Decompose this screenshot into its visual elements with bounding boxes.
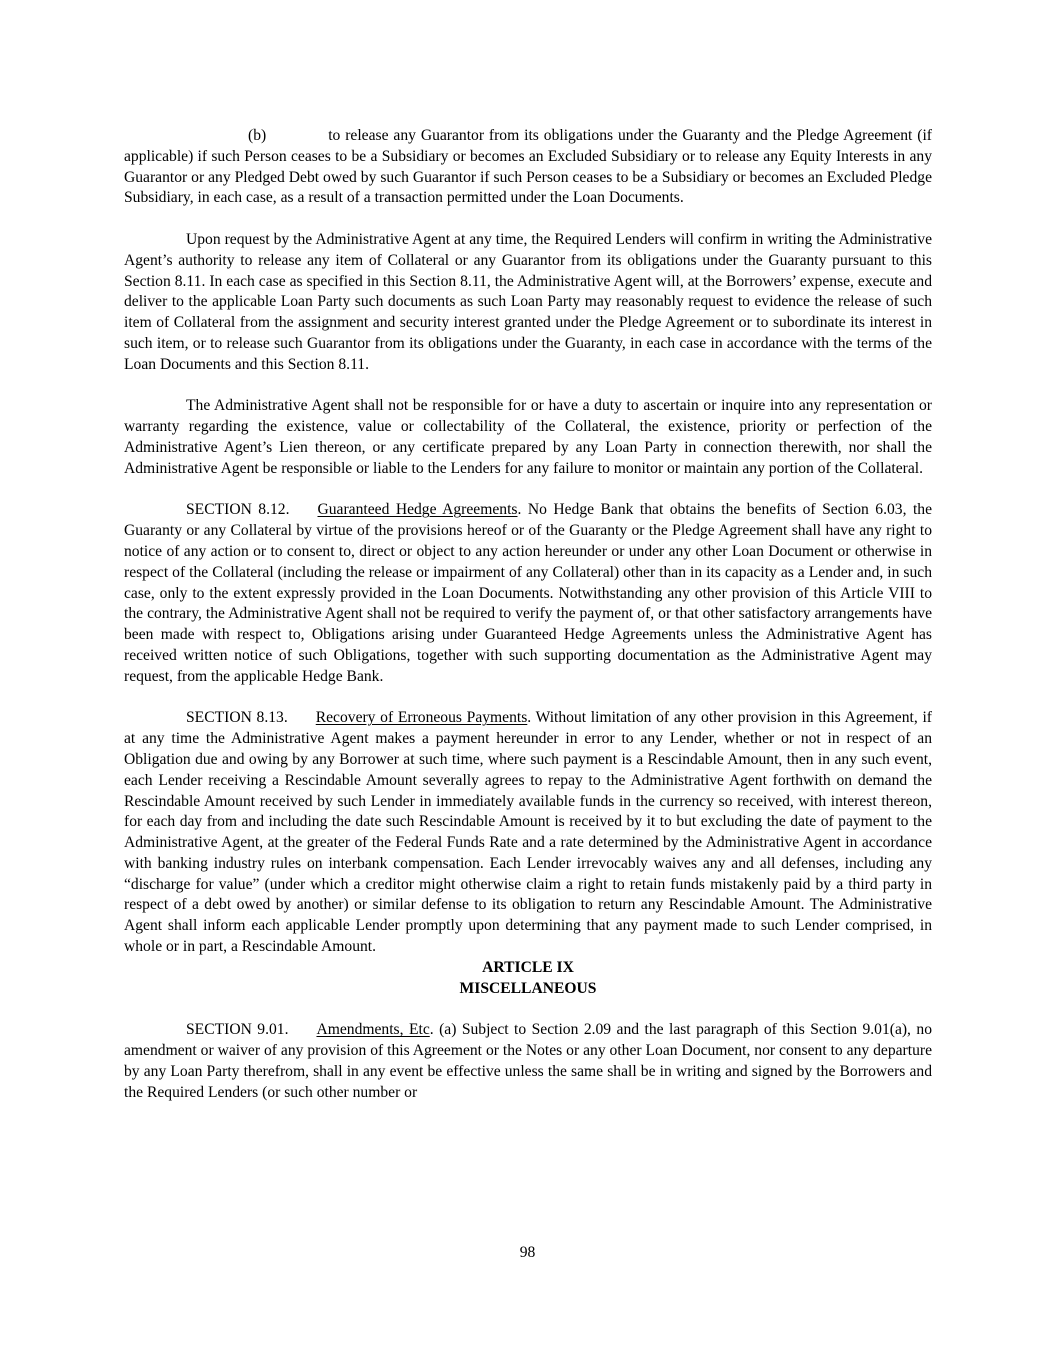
- paragraph-b-text: to release any Guarantor from its obligations under the Guaranty and the Pledge Agreement (if applicable) if such Person ceases to be a Subsidiary or becomes an Excluded Subsidiary or to release any Equity Interests in any Guarantor or any Pledged Debt owed by such Guarantor if such Person ceases to be a Subsidiary or becomes an Excluded Pledge Subsidiary, in each case, as a result of a transaction permitted under the Loan Documents.: [124, 127, 932, 207]
- paragraph-not-responsible: The Administrative Agent shall not be responsible for or have a duty to ascertain or inquire into any representation or warranty regarding the existence, value or collectability of the Collateral, the existence, priority or perfection of the Administrative Agent’s Lien thereon, or any certificate prepared by any Loan Party in connection therewith, nor shall the Administrative Agent be responsible or liable to the Lenders for any failure to monitor or maintain any portion of the Collateral.: [124, 397, 932, 477]
- paragraph-upon-request: Upon request by the Administrative Agent at any time, the Required Lenders will confirm in writing the Administrative Agent’s authority to release any item of Collateral or any Guarantor from its obligations under the Guaranty pursuant to this Section 8.11. In each case as specified in this Section 8.11, the Administrative Agent will, at the Borrowers’ expense, execute and deliver to the applicable Loan Party such documents as such Loan Party may reasonably request to evidence the release of such item of Collateral from the assignment and security interest granted under the Pledge Agreement or to subordinate its interest in such item, or to release such Guarantor from its obligations under the Guaranty, in each case in accordance with the terms of the Loan Documents and this Section 8.11.: [124, 230, 932, 373]
- section-8-12-number: SECTION 8.12.: [186, 501, 290, 519]
- page-number: 98: [519, 1244, 536, 1261]
- section-8-12-text: . No Hedge Bank that obtains the benefits of Section 6.03, the Guaranty or any Collateral by virtue of the provisions hereof or of the Guaranty or the Pledge Agreement shall have any right to notice of any action or to consent to, direct or object to any action hereunder or under any other Loan Document or otherwise in respect of the Collateral (including the release or impairment of any Collateral) other than in its capacity as a Lender and, in such case, only to the extent expressly provided in the Loan Documents. Notwithstanding any other provision of this Article VIII to the contrary, the Administrative Agent shall not be required to verify the payment of, or that other satisfactory arrangements have been made with respect to, Obligations arising under Guaranteed Hedge Agreements unless the Administrative Agent has received written notice of such Obligations, together with such supporting documentation as the Administrative Agent may request, from the applicable Hedge Bank.: [124, 501, 933, 685]
- section-8-13: [124, 708, 932, 958]
- section-9-01-number: SECTION 9.01.: [186, 1021, 289, 1039]
- section-8-12-title: Guaranteed Hedge Agreements: [317, 501, 518, 519]
- article-title: MISCELLANEOUS: [459, 979, 597, 997]
- paragraph-b-marker: (b): [248, 127, 267, 144]
- section-9-01: [124, 1020, 932, 1103]
- section-8-12: [124, 500, 932, 687]
- paragraph-b: [124, 126, 932, 209]
- section-8-13-number: SECTION 8.13.: [186, 709, 288, 727]
- section-9-01-text: . (a) Subject to Section 2.09 and the last paragraph of this Section 9.01(a), no amendment or waiver of any provision of this Agreement or the Notes or any other Loan Document, nor consent to any departure by any Loan Party therefrom, shall in any event be effective unless the same shall be in writing and signed by the Borrowers and the Required Lenders (or such other number or: [124, 1021, 932, 1101]
- section-8-13-title: Recovery of Erroneous Payments: [315, 709, 528, 727]
- article-number: ARTICLE IX: [482, 958, 574, 976]
- section-9-01-title: Amendments, Etc: [316, 1021, 430, 1039]
- section-8-13-text: . Without limitation of any other provision in this Agreement, if at any time the Administrative Agent makes a payment hereunder in error to any Lender, whether or not in respect of an Obligation due and owing by any Borrower at such time, where such payment is a Rescindable Amount, then in any such event, each Lender receiving a Rescindable Amount severally agrees to repay to the Administrative Agent forthwith on demand the Rescindable Amount received by such Lender in immediately available funds in the currency so received, with interest thereon, for each day from and including the date such Rescindable Amount is received by it to but excluding the date of payment to the Administrative Agent, at the greater of the Federal Funds Rate and a rate determined by the Administrative Agent in accordance with banking industry rules on interbank compensation. Each Lender irrevocably waives any and all defenses, including any “discharge for value” (under which a creditor might otherwise claim a right to retain funds mistakenly paid by a third party in respect of a debt owed by another) or similar defense to its obligation to return any Rescindable Amount. The Administrative Agent shall inform each applicable Lender promptly upon determining that any payment made to such Lender comprised, in whole or in part, a Rescindable Amount.: [124, 709, 932, 956]
- document-page: [124, 126, 932, 1103]
